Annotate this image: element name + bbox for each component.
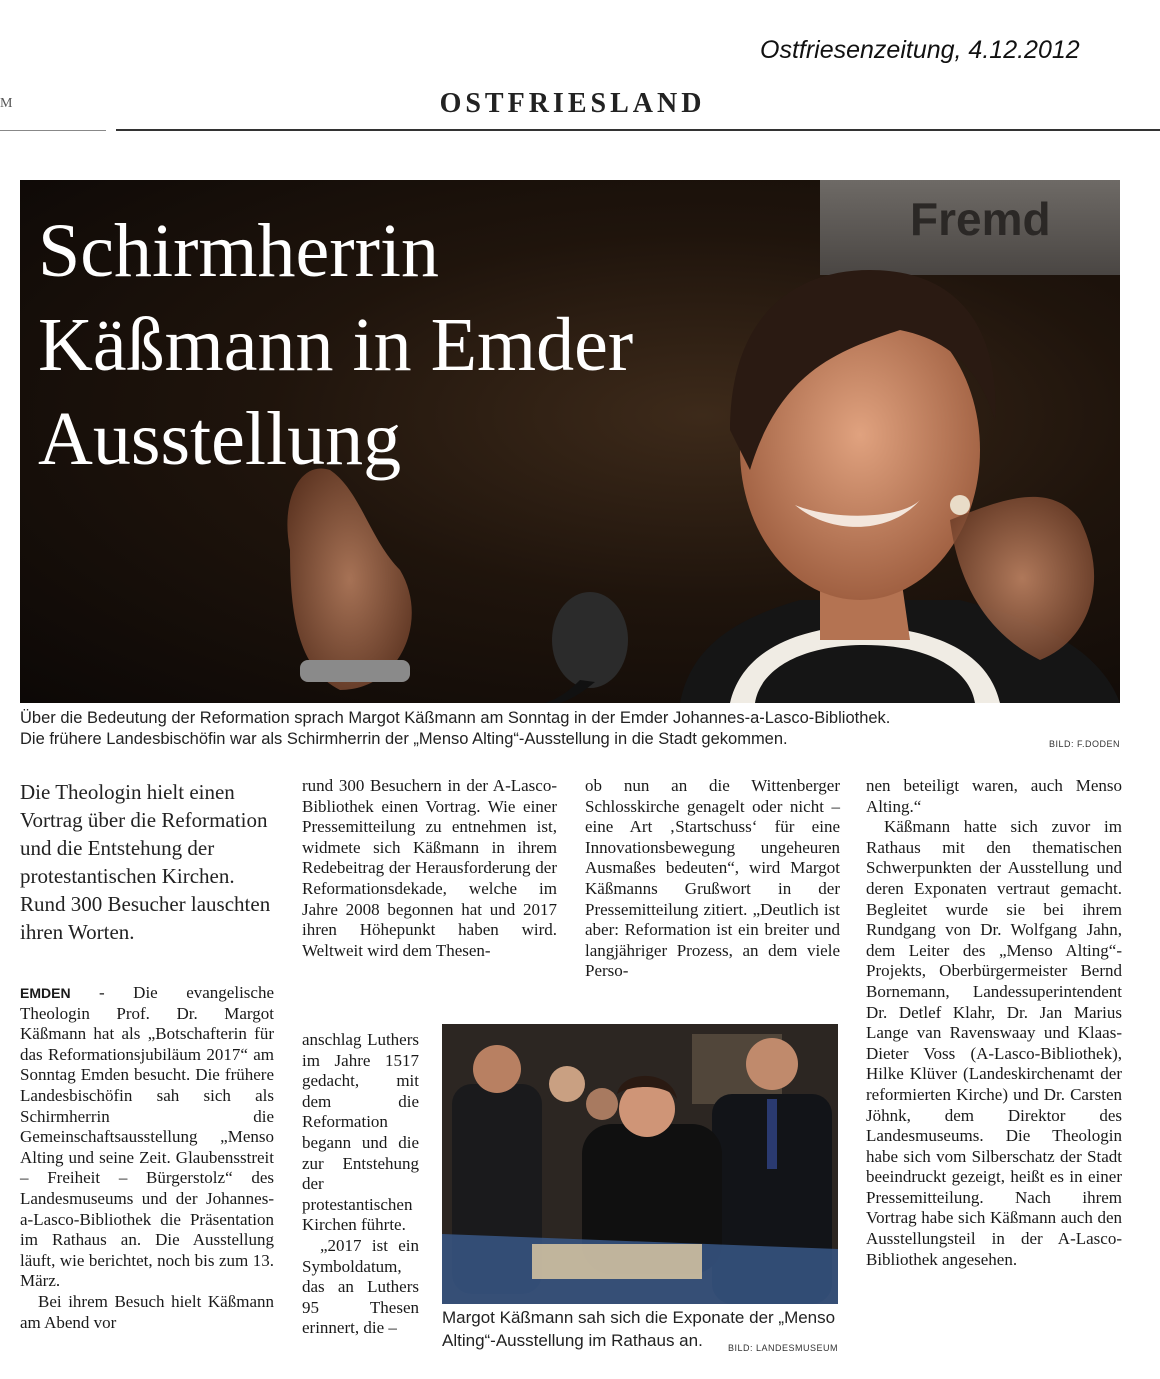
column-1-text: - Die evangelische Theologin Prof. Dr. Margot Käßmann hat als „Botschafterin für das Reformationsjubiläum 2017“ am Sonntag Emden besucht. Die frühere Landesbischöfin sah sich als Schirmherrin die Gemeinschaftsausstellung „Menso Alting und seine Zeit. Glaubensstreit – Freiheit – Bürgerstolz“ des Landesmuseums und der Johannes-a-Lasco-Bibliothek die Präsentation im Rathaus an. Die Ausstellung läuft, wie berichtet, noch bis zum 13. März. bbox=[20, 983, 274, 1291]
caption-line-2: Die frühere Landesbischöfin war als Schirmherrin der „Menso Alting“-Ausstellung in die Stadt gekommen. BILD: F.DODEN bbox=[20, 729, 1120, 750]
microphone bbox=[552, 592, 628, 688]
photo-caption-main bbox=[20, 708, 1120, 755]
headline bbox=[38, 204, 633, 486]
article-lead: Die Theologin hielt einen Vortrag über die Reformation und die Entstehung der protestantischen Kirchen. Rund 300 Besucher lauschten ihren Worten. bbox=[20, 780, 271, 944]
section-title: OSTFRIESLAND bbox=[439, 88, 706, 119]
hero-photo bbox=[20, 180, 1120, 703]
photo-caption-secondary bbox=[442, 1306, 838, 1360]
article-column-3: ob nun an die Wittenberger Schlosskirche genagelt oder nicht – eine Art ‚Startschuss‘ für eine Innovationsbewegung ungeheuren Ausmaßes bedeuten“, wird Margot Käßmanns Grußwort in der Pressemitteilung zitiert. „Deutlich ist aber: Reformation ist ein breiter und langjähriger Prozess, an dem viele Perso- bbox=[585, 776, 840, 981]
column-1-paragraph-2: Bei ihrem Besuch hielt Käßmann am Abend vor bbox=[20, 1291, 274, 1332]
dateline: EMDEN bbox=[20, 985, 71, 1001]
column-2-narrow-text: anschlag Luthers im Jahre 1517 gedacht, mit dem die Reformation begann und die zur Entstehung der protestantischen Kirchen führte. bbox=[302, 1030, 419, 1235]
edge-rule bbox=[0, 130, 106, 131]
caption-2-text: Margot Käßmann sah sich die Exponate der „Menso Alting“-Ausstellung im Rathaus an. bbox=[442, 1308, 836, 1350]
microphone-stand bbox=[545, 680, 595, 703]
bracelet bbox=[300, 660, 410, 682]
caption-line-1: Über die Bedeutung der Reformation sprach Margot Käßmann am Sonntag in der Emder Johannes-a-Lasco-Bibliothek. bbox=[20, 709, 891, 727]
headline-line-2: Käßmann in Emder bbox=[38, 303, 634, 387]
column-2-quote: „2017 ist ein Symboldatum, das an Luthers 95 Thesen erinnert, die – bbox=[302, 1235, 419, 1338]
headline-line-3: Ausstellung bbox=[38, 397, 402, 481]
article-column-1 bbox=[20, 983, 274, 1333]
article-column-4 bbox=[866, 776, 1122, 1270]
photo-credit-main: BILD: F.DODEN bbox=[1048, 739, 1120, 749]
article-column-2-narrow bbox=[302, 1030, 419, 1339]
earring bbox=[950, 495, 970, 515]
edge-mark: M bbox=[0, 96, 13, 111]
section-rule bbox=[116, 129, 1160, 131]
column-4-text: nen beteiligt waren, auch Menso Alting.“ bbox=[866, 776, 1122, 816]
exhibition-illustration bbox=[442, 1024, 838, 1304]
column-4-paragraph-2: Käßmann hatte sich zuvor im Rathaus mit den thematischen Schwerpunkten der Ausstellung und deren Exponaten vertraut gemacht. Begleitet wurde sie bei ihrem Rundgang von Dr. Wolfgang Jahn, dem Leiter des „Menso Alting“-Projekts, Oberbürgermeister Bernd Bornemann, Landessuperintendent Dr. Detlef Klahr, Dr. Jan Marius Lange van Ravenswaay und Klaas-Dieter Voss (A-Lasco-Bibliothek), Hilke Klüver (Landeskirchenamt der reformierten Kirche) und Dr. Carsten Jöhnk, dem Direktor des Landesmuseums. Die Theologin habe sich vom Silberschatz der Stadt beeindruckt gezeigt, heißt es in einer Pressemitteilung. Nach ihrem Vortrag habe sich Käßmann auch den Ausstellungsteil in der A-Lasco-Bibliothek angesehen. bbox=[866, 817, 1122, 1269]
exhibition-photo bbox=[442, 1024, 838, 1304]
hero-sign-text: Fremd bbox=[910, 193, 1051, 245]
source-label: Ostfriesenzeitung, 4.12.2012 bbox=[760, 36, 1080, 64]
headline-line-1: Schirmherrin bbox=[38, 209, 440, 293]
left-hand bbox=[287, 468, 411, 690]
article-column-2-top: rund 300 Besuchern in der A-Lasco-Bibliothek einen Vortrag. Wie einer Pressemitteilung zu entnehmen ist, widmete sich Käßmann in ihrem Redebeitrag der Herausforderung der Reformationsdekade, welche im Jahre 2008 begonnen hat und 2017 ihren Höhepunkt haben wird. Weltweit wird dem Thesen- bbox=[302, 776, 557, 960]
photo-credit-secondary: BILD: LANDESMUSEUM bbox=[727, 1343, 838, 1353]
